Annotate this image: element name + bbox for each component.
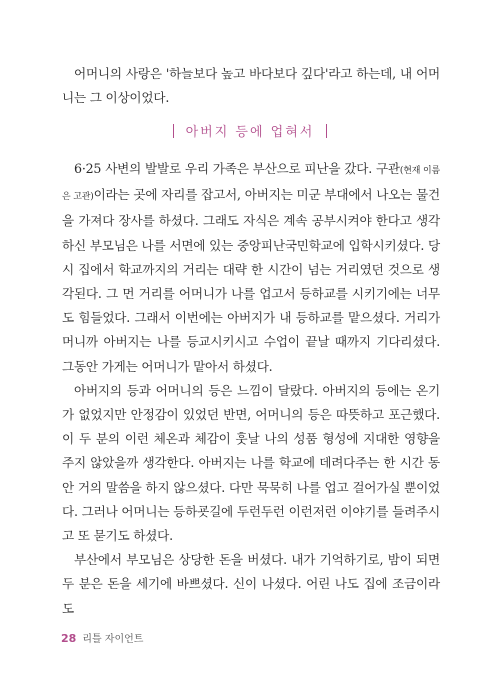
paragraph-1-start: 6·25 사변의 발발로 우리 가족은 부산으로 피난을 갔다. 구관 [74, 161, 400, 176]
page-number: 28 [61, 632, 77, 645]
intro-paragraph: 어머니의 사랑은 '하늘보다 높고 바다보다 깊다'라고 하는데, 내 어머니는 그 이상이었다. [62, 66, 440, 106]
paragraph-3: 부산에서 부모님은 상당한 돈을 버셨다. 내가 기억하기로, 밤이 되면 두 분은 돈을 세기에 바쁘셨다. 신이 나셨다. 어린 나도 집에 조금이라도 [62, 552, 440, 616]
intro-text-block [62, 62, 440, 110]
paragraph-2: 아버지의 등과 어머니의 등은 느낌이 달랐다. 아버지의 등에는 온기가 없었지만 안정감이 있었던 반면, 어머니의 등은 따뜻하고 포근했다. 이 두 분의 이런 체온과 체감이 훗날 나의 성품 형성에 지대한 영향을 주지 않았을까 생각한다. 아버지는 나를 학교에 데려다주는 한 시간 동안 거의 말씀을 하지 않으셨다. 다만 묵묵히 나를 업고 걸어가실 뿐이었다. 그러나 어머니는 등하굣길에 두런두런 이런저런 이야기를 들려주시고 또 묻기도 하셨다. [62, 382, 440, 544]
heading-right-bar [326, 124, 327, 138]
heading-left-bar [173, 124, 174, 138]
section-heading [0, 121, 500, 140]
body-text-block [62, 157, 440, 621]
page-footer [61, 630, 143, 645]
paragraph-1 [62, 157, 440, 379]
paragraph-1-rest: 이라는 곳에 자리를 잡고서, 아버지는 미군 부대에서 나오는 물건을 가져다 장사를 하셨다. 그래도 자식은 계속 공부시켜야 한다고 생각하신 부모님은 나를 서면에 있는 중앙피난국민학교에 입학시키셨다. 당시 집에서 학교까지의 거리는 대략 한 시간이 넘는 거리였던 것으로 생각된다. 그 먼 거리를 어머니가 나를 업고서 등하교를 시키기에는 너무도 힘들었다. 그래서 이번에는 아버지가 내 등하교를 맡으셨다. 거리가 머니까 아버지는 나를 등교시키시고 수업이 끝날 때까지 기다리셨다. 그동안 가게는 어머니가 맡아서 하셨다. [62, 187, 440, 374]
book-title: 리틀 자이언트 [82, 634, 144, 645]
paragraph-1-annotation: (현재 이름은 고관) [62, 166, 441, 203]
section-title: 아버지 등에 업혀서 [185, 125, 315, 140]
